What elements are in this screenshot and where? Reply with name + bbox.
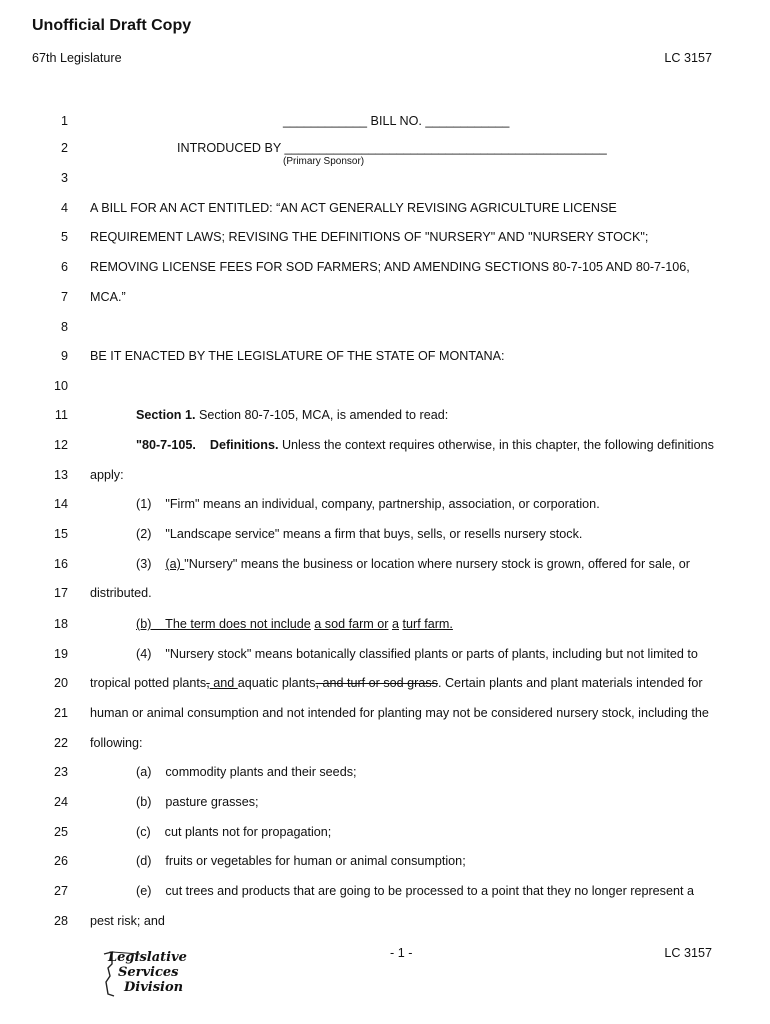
text-run: BE IT ENACTED BY THE LEGISLATURE OF THE STATE OF MONTANA: [90, 349, 505, 363]
text-run: A BILL FOR AN ACT ENTITLED: “AN ACT GENERALLY REVISING AGRICULTURE LICENSE [90, 201, 617, 215]
line-number: 24 [53, 795, 68, 809]
struck-text: , [206, 676, 210, 690]
line-number: 2 [60, 141, 68, 155]
line-number: 1 [60, 114, 68, 128]
line-number: 13 [53, 468, 68, 482]
inserted-text: a sod farm or [314, 617, 389, 631]
text-run: (d) fruits or vegetables for human or animal consumption; [136, 854, 466, 868]
bill-text-line [90, 706, 709, 720]
line-number: 20 [53, 676, 68, 690]
text-run: "Nursery" means the business or location where nursery stock is grown, offered for sale, or [184, 557, 690, 571]
text-run: human or animal consumption and not intended for planting may not be considered nursery stock, including the [90, 706, 709, 720]
line-number: 6 [60, 260, 68, 274]
text-run: (4) "Nursery stock" means botanically classified plants or parts of plants, including but not limited to [136, 647, 698, 661]
line-number: 28 [53, 914, 68, 928]
logo-line-1: Legislative [108, 950, 187, 965]
line-number: 21 [53, 706, 68, 720]
text-run: Unless the context requires otherwise, in this chapter, the following definitions [278, 438, 714, 452]
text-run: ____________ BILL NO. ____________ [283, 114, 510, 128]
bill-text-line [136, 497, 600, 511]
bill-text-line [90, 230, 648, 244]
bill-text-line [136, 854, 466, 868]
text-run: REQUIREMENT LAWS; REVISING THE DEFINITIONS OF "NURSERY" AND "NURSERY STOCK"; [90, 230, 649, 244]
line-number: 4 [60, 201, 68, 215]
text-run: (a) commodity plants and their seeds; [136, 765, 357, 779]
text-run: REMOVING LICENSE FEES FOR SOD FARMERS; AND AMENDING SECTIONS 80-7-105 AND 80-7-106, [90, 260, 690, 274]
bill-text-line [136, 438, 714, 452]
text-run: (2) "Landscape service" means a firm that buys, sells, or resells nursery stock. [136, 527, 583, 541]
legislature-label: 67th Legislature [32, 51, 122, 65]
bill-text-line [90, 586, 152, 600]
text-run: Section 1. [136, 408, 196, 422]
text-run: (1) "Firm" means an individual, company, partnership, association, or corporation. [136, 497, 600, 511]
bill-text-line [136, 825, 331, 839]
page-number: - 1 - [390, 946, 413, 960]
line-number: 5 [60, 230, 68, 244]
text-run: distributed. [90, 586, 152, 600]
lc-number-bottom: LC 3157 [664, 946, 712, 960]
line-number: 25 [53, 825, 68, 839]
line-number: 8 [60, 320, 68, 334]
bill-text-line [90, 349, 505, 363]
text-run: (e) cut trees and products that are going to be processed to a point that they no longer represent a [136, 884, 694, 898]
text-run: tropical potted plants [90, 676, 207, 690]
bill-text-line [136, 647, 698, 661]
struck-text: , and turf or sod grass [315, 676, 438, 690]
text-run: (b) pasture grasses; [136, 795, 259, 809]
text-run: MCA.” [90, 290, 126, 304]
text-run: Section 80-7-105, MCA, is amended to read: [195, 408, 449, 422]
line-number: 15 [53, 527, 68, 541]
text-run: following: [90, 736, 143, 750]
text-run: pest risk; and [90, 914, 165, 928]
line-number: 23 [53, 765, 68, 779]
line-number: 17 [53, 586, 68, 600]
bill-text-line [90, 201, 617, 215]
bill-text-line [177, 141, 607, 155]
inserted-text: (a) [165, 557, 185, 571]
line-number: 12 [53, 438, 68, 452]
inserted-text: turf farm. [402, 617, 453, 631]
line-number: 18 [53, 617, 68, 631]
text-run: apply: [90, 468, 124, 482]
lc-number-top: LC 3157 [664, 51, 712, 65]
bill-text-line [90, 290, 126, 304]
text-run: "80-7-105. Definitions. [136, 438, 279, 452]
line-number: 10 [53, 379, 68, 393]
bill-text-line [90, 468, 124, 482]
text-run: (c) cut plants not for propagation; [136, 825, 332, 839]
inserted-text: and [209, 676, 238, 690]
bill-text-line [90, 676, 703, 690]
bill-text-line [90, 914, 165, 928]
logo-line-3: Division [124, 980, 184, 995]
line-number: 11 [54, 408, 68, 422]
line-number: 27 [53, 884, 68, 898]
bill-text-line [283, 156, 364, 167]
line-number: 3 [60, 171, 68, 185]
line-number: 7 [60, 290, 68, 304]
text-run: . Certain plants and plant materials intended for [437, 676, 703, 690]
bill-text-line [136, 795, 259, 809]
text-run: aquatic plants [237, 676, 316, 690]
inserted-text: a [391, 617, 399, 631]
line-number: 16 [53, 557, 68, 571]
bill-text-line [90, 260, 690, 274]
text-run: (Primary Sponsor) [283, 156, 365, 167]
draft-title: Unofficial Draft Copy [32, 17, 192, 34]
bill-text-line [136, 617, 453, 631]
bill-text-line [136, 557, 690, 571]
line-number: 22 [53, 736, 68, 750]
line-number: 26 [53, 854, 68, 868]
inserted-text: (b) The term does not include [136, 617, 311, 631]
logo-line-2: Services [118, 965, 179, 980]
text-run: INTRODUCED BY ______________________________________________ [177, 141, 607, 155]
bill-text-line [283, 114, 509, 128]
bill-text-line [136, 527, 582, 541]
bill-text-line [136, 408, 448, 422]
line-number: 14 [53, 497, 68, 511]
line-number: 19 [53, 647, 68, 661]
line-number: 9 [60, 349, 68, 363]
bill-text-line [90, 736, 143, 750]
bill-text-line [136, 884, 694, 898]
text-run: (3) [136, 557, 166, 571]
legislative-services-logo [100, 950, 190, 1000]
bill-text-line [136, 765, 357, 779]
